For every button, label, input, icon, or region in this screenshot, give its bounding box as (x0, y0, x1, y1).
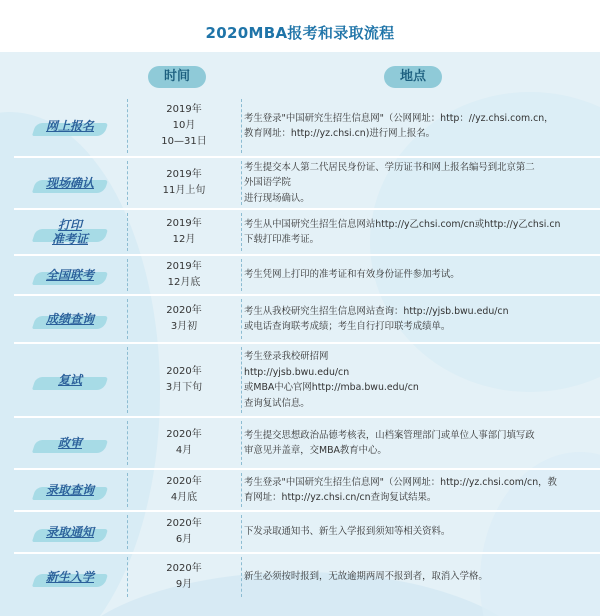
column-divider (127, 161, 128, 205)
step-label: 录取查询 (45, 483, 94, 497)
table-row (14, 296, 600, 342)
place-line: 教育网址：http://yz.chsi.cn)进行网上报名。 (244, 128, 435, 139)
place-line: 考生提交思想政治品德考核表，山档案管理部门或单位人事部门填写政 (244, 429, 535, 441)
time-line: 12月底 (167, 277, 201, 288)
step-cell (14, 554, 126, 600)
time-cell (128, 296, 240, 342)
time-line: 2020年 (166, 366, 202, 377)
place-cell (242, 96, 596, 156)
time-line: 2020年 (166, 518, 202, 529)
place-line: 或电话查询联考成绩；考生自行打印联考成绩单。 (244, 321, 451, 332)
time-cell (128, 158, 240, 208)
time-column-header: 时间 (148, 66, 206, 88)
place-line: 育网址：http://yz.chsi.cn/cn查询复试结果。 (244, 492, 437, 503)
step-cell (14, 512, 126, 552)
time-cell (128, 470, 240, 510)
place-cell (242, 512, 596, 552)
time-line: 2019年 (166, 104, 202, 115)
place-line: 考生凭网上打印的准考证和有效身份证件参加考试。 (244, 269, 460, 281)
column-divider (127, 557, 128, 597)
column-divider (241, 99, 242, 153)
column-divider (127, 99, 128, 153)
column-divider (241, 347, 242, 413)
time-line: 2019年 (166, 261, 202, 272)
place-cell (242, 256, 596, 294)
place-cell (242, 210, 596, 254)
time-line: 10—31日 (161, 136, 207, 147)
time-cell (128, 256, 240, 294)
time-line: 9月 (175, 579, 193, 590)
table-row (14, 158, 600, 208)
column-divider (127, 347, 128, 413)
place-line: 考生登录"中国研究生招生信息网"（公网网址：http://yz.chsi.com/cn，教 (244, 476, 557, 488)
step-cell (14, 296, 126, 342)
step-label-line: 准考证 (51, 232, 88, 246)
column-divider (241, 299, 242, 339)
time-cell (128, 96, 240, 156)
table-row (14, 512, 600, 552)
column-divider (241, 515, 242, 549)
place-line: 或MBA中心官网http://mba.bwu.edu/cn (244, 382, 419, 393)
place-line: 审意见并盖章，交MBA教育中心。 (244, 445, 387, 456)
place-line: 进行现场确认。 (244, 192, 310, 204)
place-cell (242, 470, 596, 510)
table-row (14, 210, 600, 254)
place-column-header: 地点 (384, 66, 442, 88)
time-line: 3月初 (170, 321, 198, 332)
step-cell (14, 470, 126, 510)
table-row (14, 96, 600, 156)
time-line: 12月 (172, 234, 196, 245)
column-divider (241, 259, 242, 291)
place-line: 考生从中国研究生招生信息网站http://y乙chsi.com/cn或http://y乙chsi.cn (244, 218, 561, 230)
step-cell (14, 210, 126, 254)
time-line: 3月下旬 (165, 382, 203, 393)
column-divider (127, 473, 128, 507)
table-row (14, 418, 600, 468)
time-line: 10月 (172, 120, 196, 131)
column-divider (127, 299, 128, 339)
time-line: 11月上旬 (162, 185, 206, 196)
place-line: 考生提交本人第二代居民身份证、学历证书和网上报名编号到北京第二 (244, 161, 535, 173)
place-line: 新生必须按时报到，无故逾期两周不报到者，取消入学格。 (244, 571, 488, 583)
time-line: 2020年 (166, 429, 202, 440)
place-cell (242, 296, 596, 342)
place-line: http://yjsb.bwu.edu/cn (244, 366, 350, 378)
table-row (14, 344, 600, 416)
step-label-line: 打印 (57, 218, 82, 232)
place-line: 查询复试信息。 (244, 397, 310, 409)
column-divider (127, 259, 128, 291)
step-label: 新生入学 (45, 570, 94, 584)
place-line: 考生登录我校研招网 (244, 351, 329, 362)
time-cell (128, 554, 240, 600)
step-cell (14, 158, 126, 208)
time-cell (128, 344, 240, 416)
step-label: 政审 (57, 436, 82, 450)
time-line: 2020年 (166, 563, 202, 574)
column-divider (127, 213, 128, 251)
table-row (14, 554, 600, 600)
column-divider (241, 473, 242, 507)
time-cell (128, 210, 240, 254)
step-cell (14, 418, 126, 468)
step-label: 现场确认 (45, 176, 94, 190)
time-line: 2020年 (166, 305, 202, 316)
step-label: 复试 (57, 373, 82, 387)
step-label: 成绩查询 (45, 312, 94, 326)
step-label: 网上报名 (45, 119, 94, 133)
place-cell (242, 158, 596, 208)
place-line: 下发录取通知书、新生入学报到须知等相关资料。 (244, 526, 451, 538)
step-label: 全国联考 (45, 268, 94, 282)
table-row (14, 470, 600, 510)
place-line: 下载打印准考证。 (244, 234, 320, 245)
time-line: 2020年 (166, 476, 202, 487)
place-line: 外国语学院 (244, 177, 291, 189)
table-row (14, 256, 600, 294)
time-cell (128, 418, 240, 468)
time-line: 2019年 (166, 169, 202, 180)
step-cell (14, 96, 126, 156)
column-divider (241, 557, 242, 597)
column-divider (241, 213, 242, 251)
place-cell (242, 554, 596, 600)
place-line: 考生从我校研究生招生信息网站查询：http://yjsb.bwu.edu/cn (244, 305, 509, 317)
page-title: 2020MBA报考和录取流程 (205, 24, 395, 42)
step-label: 录取通知 (45, 525, 94, 539)
column-divider (241, 161, 242, 205)
time-line: 4月底 (170, 492, 198, 503)
time-line: 4月 (175, 445, 193, 456)
time-line: 2019年 (166, 218, 202, 229)
time-cell (128, 512, 240, 552)
column-divider (127, 421, 128, 465)
time-line: 6月 (175, 534, 193, 545)
place-cell (242, 418, 596, 468)
step-cell (14, 256, 126, 294)
column-divider (127, 515, 128, 549)
step-label (52, 218, 88, 246)
place-cell (242, 344, 596, 416)
step-cell (14, 344, 126, 416)
place-line: 考生登录"中国研究生招生信息网"（公网网址：http：//yz.chsi.com.cn， (244, 112, 554, 124)
column-divider (241, 421, 242, 465)
